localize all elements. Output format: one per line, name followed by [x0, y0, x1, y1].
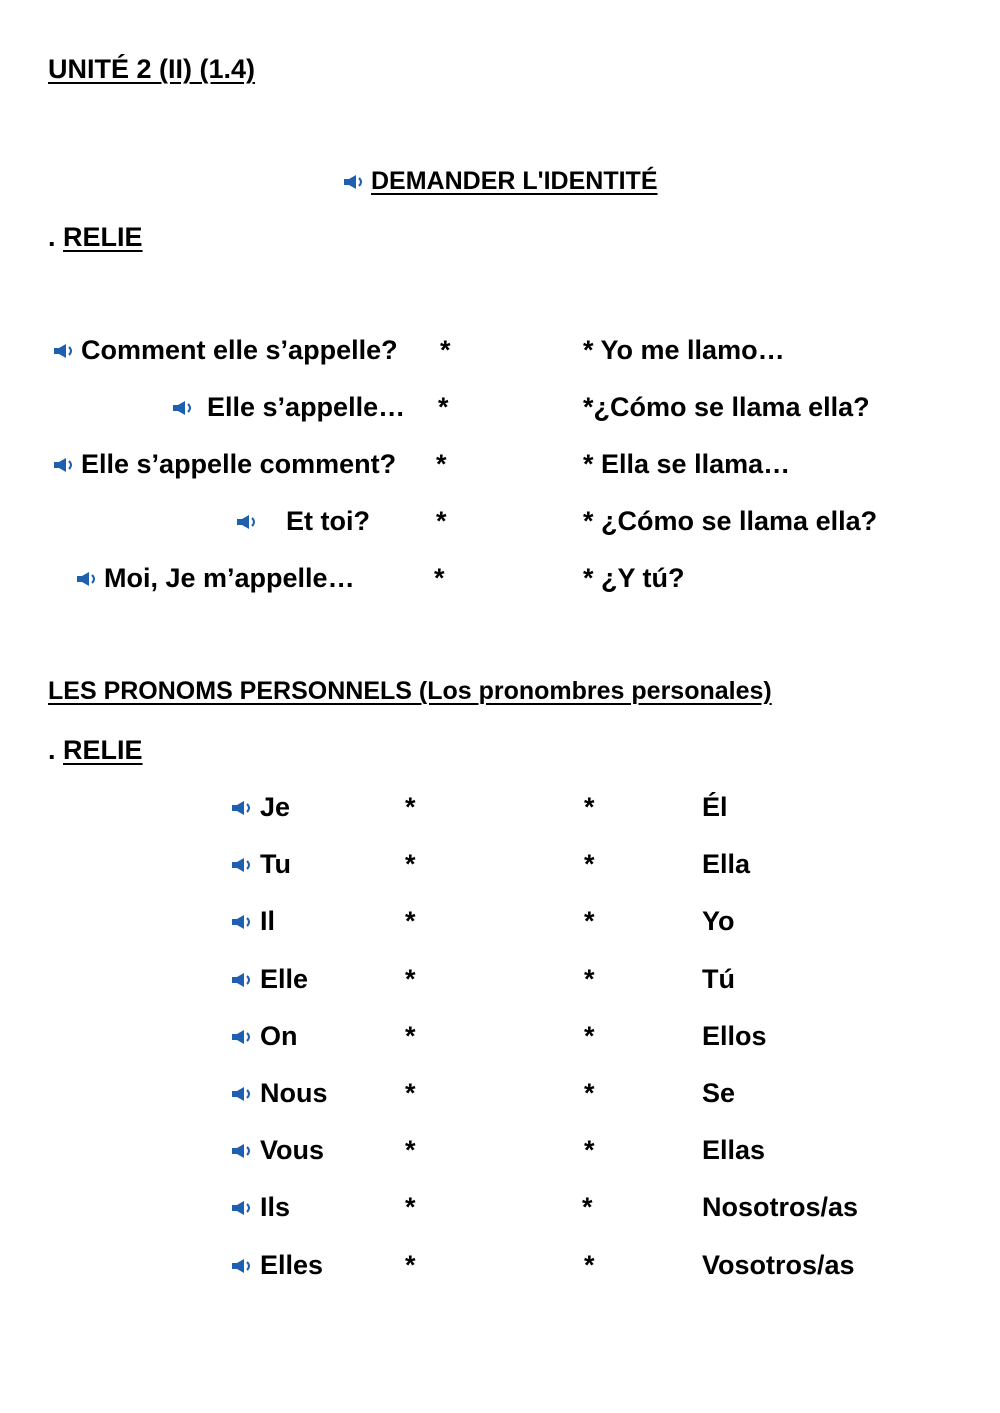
instruction-relie-2	[48, 737, 143, 764]
section-heading-identite: DEMANDER L'IDENTITÉ	[371, 167, 658, 195]
match-point-left[interactable]: *	[436, 506, 447, 536]
speaker-icon[interactable]	[343, 174, 367, 190]
pronoun-es: Ellas	[702, 1135, 766, 1165]
phrase-right-5[interactable]: * ¿Y tú?	[583, 563, 685, 593]
match-point-left[interactable]: *	[436, 449, 447, 479]
phrase-left-3: Elle s’appelle comment?	[81, 449, 397, 479]
speaker-icon[interactable]	[231, 972, 255, 988]
match-point-left[interactable]: *	[405, 1021, 416, 1051]
speaker-icon[interactable]	[231, 1086, 255, 1102]
pronoun-fr: On	[260, 1021, 298, 1051]
match-point-right[interactable]: *	[584, 1250, 595, 1280]
instruction-relie-1	[48, 224, 143, 251]
pronoun-es: Yo	[702, 906, 735, 936]
pronoun-fr: Elle	[260, 964, 309, 994]
match-point-left[interactable]: *	[405, 1192, 416, 1222]
match-point-left[interactable]: *	[405, 1135, 416, 1165]
pronoun-fr: Elles	[260, 1250, 324, 1280]
instruction-text: RELIE	[63, 222, 143, 252]
match-point-right[interactable]: *	[584, 792, 595, 822]
phrase-right-2[interactable]: *¿Cómo se llama ella?	[583, 392, 870, 422]
pronoun-es: Él	[702, 792, 728, 822]
match-point-right[interactable]: *	[584, 849, 595, 879]
match-point-left[interactable]: *	[405, 792, 416, 822]
speaker-icon[interactable]	[231, 1258, 255, 1274]
phrase-left-1: Comment elle s’appelle?	[81, 335, 398, 365]
match-point-right[interactable]: *	[582, 1192, 593, 1222]
speaker-icon[interactable]	[53, 457, 77, 473]
match-point-right[interactable]: *	[584, 1135, 595, 1165]
speaker-icon[interactable]	[76, 571, 100, 587]
speaker-icon[interactable]	[231, 914, 255, 930]
pronoun-fr: Ils	[260, 1192, 291, 1222]
pronoun-fr: Je	[260, 792, 291, 822]
match-point-left[interactable]: *	[405, 964, 416, 994]
match-point-right[interactable]: *	[584, 964, 595, 994]
match-point-left[interactable]: *	[434, 563, 445, 593]
pronoun-es: Vosotros/as	[702, 1250, 855, 1280]
pronoun-es: Se	[702, 1078, 736, 1108]
match-point-left[interactable]: *	[405, 906, 416, 936]
phrase-right-3[interactable]: * Ella se llama…	[583, 449, 791, 479]
pronoun-es: Tú	[702, 964, 735, 994]
match-point-left[interactable]: *	[440, 335, 451, 365]
phrase-right-1[interactable]: * Yo me llamo…	[583, 335, 785, 365]
phrase-left-5: Moi, Je m’appelle…	[104, 563, 355, 593]
match-point-right[interactable]: *	[584, 1078, 595, 1108]
pronoun-es: Ellos	[702, 1021, 767, 1051]
match-point-left[interactable]: *	[405, 1078, 416, 1108]
speaker-icon[interactable]	[231, 1200, 255, 1216]
page-title: UNITÉ 2 (II) (1.4)	[48, 54, 256, 84]
speaker-icon[interactable]	[231, 1143, 255, 1159]
speaker-icon[interactable]	[53, 343, 77, 359]
speaker-icon[interactable]	[231, 1029, 255, 1045]
instruction-text: RELIE	[63, 735, 143, 765]
match-point-right[interactable]: *	[584, 1021, 595, 1051]
instruction-prefix: .	[48, 222, 56, 252]
pronoun-fr: Nous	[260, 1078, 328, 1108]
speaker-icon[interactable]	[172, 400, 196, 416]
match-point-left[interactable]: *	[405, 849, 416, 879]
phrase-right-4[interactable]: * ¿Cómo se llama ella?	[583, 506, 878, 536]
phrase-left-4: Et toi?	[286, 506, 370, 536]
instruction-prefix: .	[48, 735, 56, 765]
phrase-left-2: Elle s’appelle…	[207, 392, 406, 422]
match-point-right[interactable]: *	[584, 906, 595, 936]
pronoun-fr: Il	[260, 906, 276, 936]
match-point-left[interactable]: *	[405, 1250, 416, 1280]
pronoun-es: Nosotros/as	[702, 1192, 859, 1222]
section-heading-pronoms: LES PRONOMS PERSONNELS (Los pronombres personales)	[48, 677, 772, 705]
speaker-icon[interactable]	[231, 800, 255, 816]
pronoun-es: Ella	[702, 849, 751, 879]
match-point-left[interactable]: *	[438, 392, 449, 422]
pronoun-fr: Tu	[260, 849, 291, 879]
pronoun-fr: Vous	[260, 1135, 325, 1165]
speaker-icon[interactable]	[231, 857, 255, 873]
speaker-icon[interactable]	[236, 514, 260, 530]
